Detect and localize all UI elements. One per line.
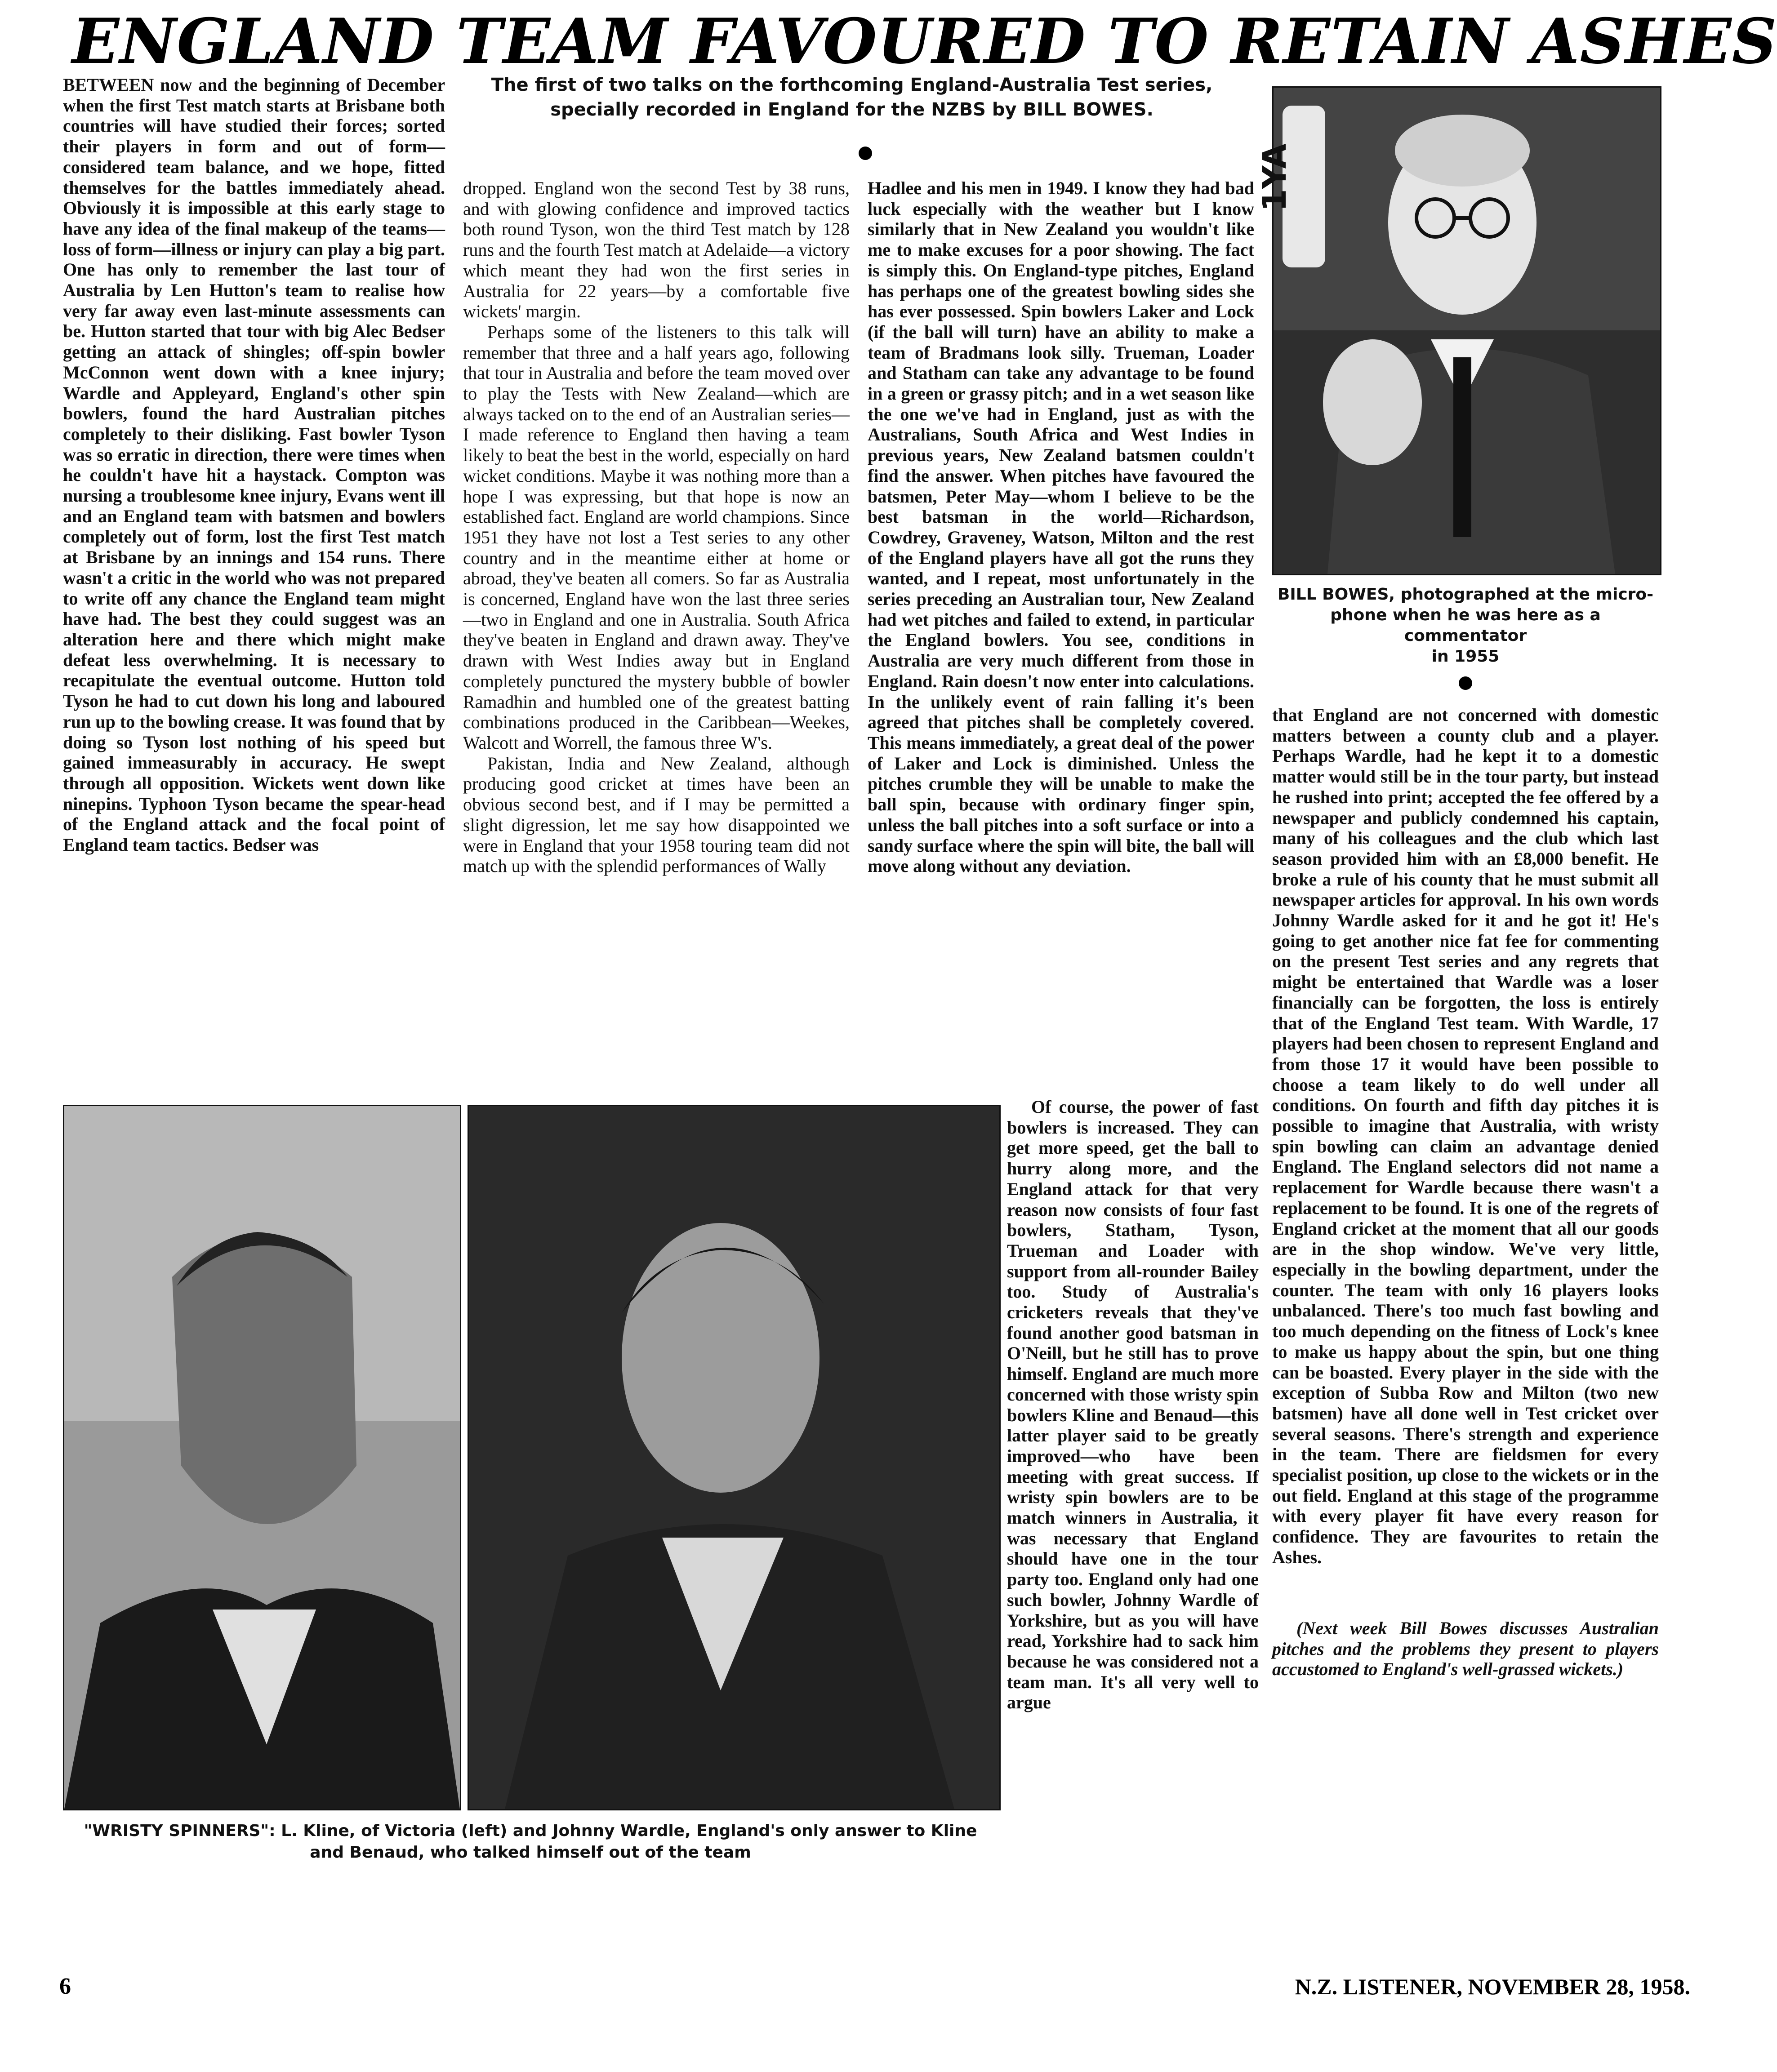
kline-portrait-image <box>64 1106 460 1809</box>
column-3b-text: Of course, the power of fast bowlers is increased. They can get more speed, get the ball to hurry along more, and the England attack for that very reason now consists of four fast bowlers, Statham, Tyson, Trueman and Loader with support from all-rounder Bailey too. Study of Australia's cricketers reveals that they've found another good batsman in O'Neill, but he still has to prove himself. England are much more concerned with those wristy spin bowlers Kline and Benaud—this latter player said to be greatly improved—who have been meeting with great success. If wristy spin bowlers are to be match winners in Australia, it was necessary that England should have one in the tour party too. England only had one such bowler, Johnny Wardle of Yorkshire, but as you will have read, Yorkshire had to sack him because he was considered not a team man. It's all very well to argue <box>1007 1097 1259 1713</box>
intro-deck <box>454 73 1250 140</box>
bowes-caption-line-2: phone when he was here as a commentator <box>1330 606 1601 645</box>
article-column-3 <box>868 178 1254 1086</box>
article-column-4 <box>1272 705 1659 1613</box>
note-text: (Next week Bill Bowes discusses Australian pitches and the problems they present to players accustomed to England's well-grassed wickets.) <box>1272 1618 1659 1680</box>
next-week-note <box>1272 1618 1659 1721</box>
column-1-text: BETWEEN now and the beginning of December when the first Test match starts at Brisbane both countries will have studied their forces; sorted their players in form and out of form—considered team balance, and we hope, fitted themselves for the battles immediately ahead. Obviously it is impossible at this early stage to have any idea of the final makeup of the teams—loss of form—illness or injury can play a big part. One has only to remember the last tour of Australia by Len Hutton's team to realise how very far away even last-minute assessments can be. Hutton started that tour with big Alec Bedser getting an attack of shingles; off-spin bowler McConnon went down with a knee injury; Wardle and Appleyard, England's other spin bowlers, found the hard Australian pitches completely to their disliking. Fast bowler Tyson was so erratic in direction, there were times when he couldn't have hit a haystack. Compton was nursing a troublesome knee injury, Evans went ill and an England team with batsmen and bowlers completely out of form, lost the first Test match at Brisbane by an innings and 154 runs. There wasn't a critic in the world who was not prepared to write off any chance the England team might have had. The best they could suggest was an alteration here and there which might make defeat less overwhelming. It is necessary to recapitulate the eventual outcome. Hutton told Tyson he had to cut down his long and laboured run up to the bowling crease. It was found that by doing so Tyson lost nothing of his speed but gained immeasurably in accuracy. He swept through all opposition. Wickets went down like ninepins. Typhoon Tyson became the spear-head of the England attack and the focal point of England team tactics. Bedser was <box>63 75 445 855</box>
article-column-2 <box>463 178 850 1086</box>
portrait-image <box>1256 88 1660 574</box>
intro-line-2: specially recorded in England for the NZBS by BILL BOWES. <box>550 99 1153 120</box>
bowes-caption-line-1: BILL BOWES, photographed at the micro- <box>1277 585 1654 604</box>
column-2-paragraph: dropped. England won the second Test by 38 runs, and with glowing confidence and improved tactics both round Tyson, won the third Test match by 128 runs and the fourth Test match at Adelaide—a victory which meant they had won the first series in Australia for 22 years—by a comfortable five wickets' margin. <box>463 178 850 322</box>
article-column-1 <box>63 75 445 1086</box>
publication-footer: N.Z. LISTENER, NOVEMBER 28, 1958. <box>1295 1974 1690 1999</box>
column-3-text: Hadlee and his men in 1949. I know they had bad luck especially with the weather but I know similarly that in New Zealand you wouldn't like me to make excuses for a poor showing. The fact is simply this. On England-type pitches, England has perhaps one of the greatest bowling sides she has ever possessed. Spin bowlers Laker and Lock (if the ball will turn) have an ability to make a team of Bradmans look silly. Trueman, Loader and Statham can take any advantage to be found in a green or grassy pitch; and in a wet season like the one we've had in England, just as with the Australians, South Africa and West Indies in previous years, New Zealand batsmen couldn't find the answer. When pitches have favoured the batsmen, Peter May—whom I believe to be the best batsman in the world—Richardson, Cowdrey, Graveney, Watson, Milton and the rest of the England players have all got the runs they wanted, and I repeat, most unfortunately in the series preceding an Australian tour, New Zealand had wet pitches and failed to extend, in particular the England bowlers. You see, conditions in Australia are very much different from those in England. Rain doesn't now enter into calculations. In the unlikely event of rain falling it's been agreed that pitches shall be completely covered. This means immediately, a great deal of the power of Laker and Lock is diminished. Unless the pitches crumble they will be unable to make the ball spin, because with ordinary finger spin, unless the ball pitches into a soft surface or into a sandy surface where the spin will bite, the ball will move along without any deviation. <box>868 178 1254 876</box>
bill-bowes-caption <box>1272 584 1659 666</box>
spinners-caption-line-2: and Benaud, who talked himself out of the team <box>310 1843 751 1862</box>
page-number: 6 <box>59 1974 71 1999</box>
intro-line-1: The first of two talks on the forthcoming England-Australia Test series, <box>491 75 1213 95</box>
column-2-paragraph: Perhaps some of the listeners to this talk will remember that three and a half years ago, following that tour in Australia and before the team moved over to play the Tests with New Zealand—which are always tacked on to the end of an Australian series—I made reference to England then having a team likely to beat the best in the world, especially on hard wicket conditions. Maybe it was nothing more than a hope I was expressing, but that hope is now an established fact. England are world champions. Since 1951 they have not lost a Test series to any other country and in the meantime either at home or abroad, they've beaten all comers. So far as Australia is concerned, England have won the last three series—two in England and one in Australia. South Africa they've beaten in England and drawn away. They've drawn with West Indies away but in England completely punctured the mystery bubble of bowler Ramadhin and humbled one of the greatest batting combinations produced in the Caribbean—Weekes, Walcott and Worrell, the famous three W's. <box>463 321 850 753</box>
bill-bowes-photo <box>1256 86 1661 575</box>
kline-photo <box>63 1105 461 1810</box>
headline: ENGLAND TEAM FAVOURED TO RETAIN ASHES <box>72 4 1777 78</box>
wardle-portrait-image <box>469 1106 999 1809</box>
column-4-text: that England are not concerned with domestic matters between a county club and a player. Perhaps Wardle, had he kept it to a domestic matter would still be in the tour party, but instead he rushed into print; accepted the fee offered by a newspaper and publicly condemned his captain, many of his colleagues and the club which last season provided him with an £8,000 benefit. He broke a rule of his county that he must submit all newspaper articles for approval. In his own words Johnny Wardle asked for it and he got it! He's going to get another nice fat fee for commenting on the present Test series and any regrets that might be entertained that Wardle was a loser financially can be forgotten, the loss is entirely that of the England Test team. With Wardle, 17 players had been chosen to represent England and from those 17 it would have been possible to choose a team likely to do well under all conditions. On fourth and fifth day pitches it is possible to imagine that Australia, with wristy spin bowling can claim an advantage denied England. The England selectors did not name a replacement for Wardle because there wasn't a replacement to be found. It is one of the regrets of England cricket at the moment that all our goods are in the shop window. We've very little, especially in the bowling department, under the counter. The team with only 16 players looks unbalanced. There's too much fast bowling and too much depending on the fitness of Lock's knee to make us happy about the spin, but one thing can be boasted. Every player in the side with the exception of Subba Row and Milton (two new batsmen) have all done well in Test cricket over several seasons. There's strength and experience in the team. There are fieldsmen for every specialist position, up close to the wickets or in the out field. England at this stage of the programme with every player fit have every reason for confidence. They are favourites to retain the Ashes. <box>1272 705 1659 1567</box>
bullet-icon <box>1459 676 1472 690</box>
mic-letters: 1YA <box>1256 143 1293 212</box>
bullet-icon <box>859 147 872 160</box>
spinners-caption-line-1: "WRISTY SPINNERS": L. Kline, of Victoria (left) and Johnny Wardle, England's only answer to Kline <box>84 1822 977 1840</box>
article-column-3-continued <box>1007 1097 1259 1888</box>
wardle-photo <box>468 1105 1001 1810</box>
wristy-spinners-caption <box>58 1820 1002 1870</box>
bowes-caption-line-3: in 1955 <box>1431 647 1500 666</box>
column-2-paragraph: Pakistan, India and New Zealand, although producing good cricket at times have been an obvious second best, and if I may be permitted a slight digression, let me say how disappointed we were in England that your 1958 touring team did not match up with the splendid performances of Wally <box>463 753 850 876</box>
